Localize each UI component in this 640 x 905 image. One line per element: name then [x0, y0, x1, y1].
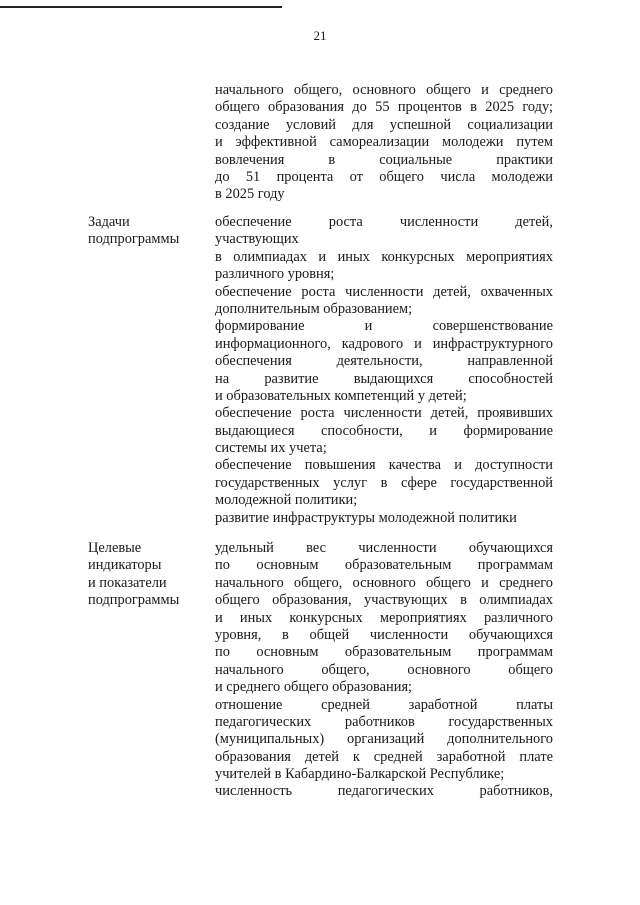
text-line: общего образования до 55 процентов в 2025 году; [215, 99, 553, 116]
text-line: и среднего общего образования; [215, 679, 413, 696]
text-line: обеспечение роста численности детей, [215, 214, 553, 230]
top-rule [0, 6, 282, 8]
text-line: формирование и совершенствование [215, 318, 553, 335]
label-line: подпрограммы [88, 231, 180, 248]
text-line: педагогических работников государственных [215, 713, 553, 730]
text-line: системы их учета; [215, 440, 327, 457]
text-line: уровня, в общей численности обучающихся [215, 626, 553, 643]
tasks-label [88, 214, 203, 249]
text-line: создание условий для успешной социализации [215, 116, 553, 133]
label-line: и показатели [88, 574, 167, 591]
text-line: до 51 процента от общего числа молодежи [215, 168, 553, 185]
text-line: развитие инфраструктуры молодежной политики [215, 509, 517, 526]
continuation-text [215, 82, 553, 204]
label-line: Задачи [88, 214, 130, 230]
text-line: выдающиеся способности, и формирование [215, 422, 553, 439]
page-number: 21 [313, 28, 327, 43]
text-line: общего образования, участвующих в олимпиадах [215, 592, 553, 609]
text-line: начального общего, основного общего и среднего [215, 82, 553, 98]
text-line: численность педагогических работников, [215, 783, 553, 800]
text-line: молодежной политики; [215, 492, 358, 509]
text-line: обеспечение роста численности детей, охваченных [215, 283, 553, 300]
text-line: учителей в Кабардино-Балкарской Республике; [215, 766, 505, 783]
text-line: в олимпиадах и иных конкурсных мероприятиях [215, 248, 553, 265]
text-line: обеспечение повышения качества и доступности [215, 457, 553, 474]
indicators-text [215, 540, 553, 801]
text-line: по основным образовательным программам [215, 557, 553, 574]
text-line: начального общего, основного общего и среднего [215, 574, 553, 591]
text-line: обеспечения деятельности, направленной [215, 353, 553, 370]
text-line: по основным образовательным программам [215, 644, 553, 661]
label-line: индикаторы [88, 557, 162, 574]
text-line: участвующих [215, 231, 299, 248]
text-line: дополнительным образованием; [215, 300, 413, 317]
text-line: обеспечение роста численности детей, проявивших [215, 405, 553, 422]
text-line: на развитие выдающихся способностей [215, 370, 553, 387]
text-line: государственных услуг в сфере государственной [215, 474, 553, 491]
text-line: информационного, кадрового и инфраструктурного [215, 335, 553, 352]
text-line: различного уровня; [215, 266, 335, 283]
label-line: Целевые [88, 540, 142, 556]
text-line: и иных конкурсных мероприятиях различного [215, 609, 553, 626]
text-line: отношение средней заработной платы [215, 696, 553, 713]
text-line: и образовательных компетенций у детей; [215, 387, 467, 404]
text-line: начального общего, основного общего [215, 661, 553, 678]
indicators-label [88, 540, 203, 610]
text-line: образования детей к средней заработной плате [215, 748, 553, 765]
text-line: и эффективной самореализации молодежи путем [215, 134, 553, 151]
text-line: (муниципальных) организаций дополнительного [215, 731, 553, 748]
text-line: удельный вес численности обучающихся [215, 540, 553, 556]
text-line: в 2025 году [215, 186, 285, 203]
tasks-text [215, 214, 553, 527]
label-line: подпрограммы [88, 592, 180, 609]
text-line: вовлечения в социальные практики [215, 151, 553, 168]
